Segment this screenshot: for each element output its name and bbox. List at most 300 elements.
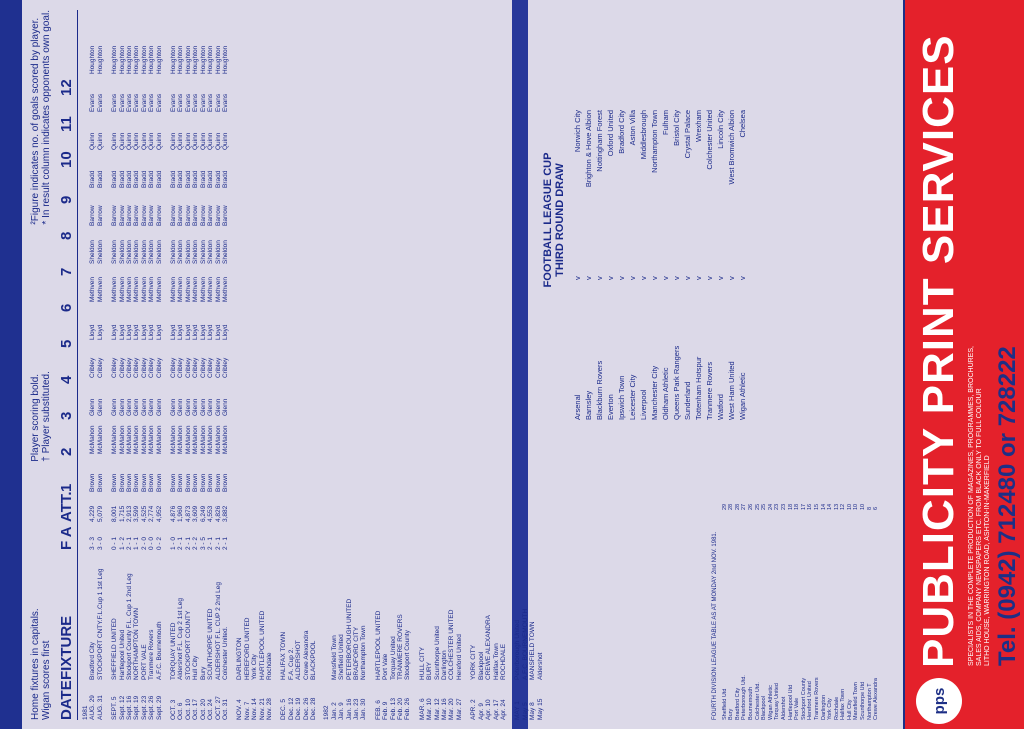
player-name: Methven	[148, 277, 156, 302]
fixture-date: Oct. 10	[184, 699, 192, 720]
player-name: Bradd	[221, 170, 229, 188]
fixture-date: Oct. 17	[192, 699, 200, 720]
player-name: Glenn	[192, 398, 200, 416]
fixture-attendance: 1,960	[177, 505, 185, 522]
cup-home: Watford	[716, 394, 725, 420]
player-name: Lloyd	[199, 324, 207, 340]
column-header: 2	[58, 447, 75, 456]
fixture-date: Dec. 28	[309, 697, 317, 720]
cup-tie	[616, 20, 627, 420]
fixture-name: PORT VALE	[140, 644, 148, 680]
player-name: Barrow	[148, 205, 156, 226]
note-own-goal: * In result column indicates opponents own goal.	[41, 10, 52, 225]
fixture-attendance	[303, 492, 310, 522]
fixture-row	[360, 10, 367, 720]
player-name: Sheldon	[148, 240, 156, 264]
fixture-name: Hull City	[192, 655, 200, 680]
player-name: Quinn	[140, 132, 148, 150]
player-name: McMahon	[118, 425, 126, 454]
player-name: Brown	[192, 473, 200, 492]
player-name: Sheldon	[199, 240, 207, 264]
player-name: Brown	[214, 473, 222, 492]
player-name: Methven	[170, 277, 178, 302]
league-points: 12	[840, 503, 847, 510]
fixture-name: Aldershot	[536, 652, 544, 680]
player-name: Quinn	[170, 132, 178, 150]
player-name: Lloyd	[96, 324, 104, 340]
fixture-score: 2 - 1	[221, 536, 229, 550]
fixture-score: 2 - 1	[207, 536, 215, 550]
player-name: Houghton	[96, 45, 104, 74]
fixtures-1982	[323, 10, 544, 720]
player-name: Brown	[207, 473, 215, 492]
player-name: Glenn	[214, 398, 222, 416]
player-name: Bradd	[111, 170, 119, 188]
fixture-score: 2 - 1	[184, 536, 192, 550]
fixture-name: A.F.C. BOURNEMOUTH	[521, 608, 529, 680]
fixture-date: Mar. 20	[448, 698, 456, 720]
cup-home: Liverpool	[639, 389, 648, 420]
player-name: McMahon	[140, 425, 148, 454]
fixture-date: MAY 1	[514, 701, 522, 720]
fixture-date: OCT. 27	[214, 696, 222, 720]
fixture-row	[185, 10, 192, 720]
player-name: Bradd	[192, 170, 200, 188]
player-name: Evans	[140, 93, 148, 112]
cup-vs: v	[683, 276, 692, 280]
player-name: Brown	[133, 473, 141, 492]
fixture-date: NOV. 4	[236, 699, 244, 720]
cup-tie	[583, 20, 594, 420]
fixture-row	[404, 10, 411, 720]
player-name: Quinn	[133, 132, 141, 150]
fixture-row	[310, 10, 317, 720]
league-row	[755, 420, 762, 720]
player-name: Bradd	[126, 170, 134, 188]
fixture-date: Sept. 16	[126, 695, 134, 720]
player-name: Glenn	[118, 398, 126, 416]
fixture-row	[331, 10, 338, 720]
league-points: 25	[754, 503, 761, 510]
fixture-name: HEREFORD UNITED	[243, 617, 251, 680]
league-row	[768, 420, 775, 720]
league-team: Aldershot	[780, 696, 787, 720]
column-header: 11	[58, 116, 75, 132]
player-name: Sheldon	[96, 240, 104, 264]
cup-tie	[704, 20, 715, 420]
fixture-row	[280, 10, 287, 720]
fixture-row	[522, 10, 529, 720]
player-name: Methven	[126, 277, 134, 302]
fixture-score: 3 - 3	[89, 536, 97, 550]
player-name: Methven	[192, 277, 200, 302]
fixture-attendance: 2,774	[148, 505, 156, 522]
spacer	[463, 10, 470, 720]
player-name: Bradd	[155, 170, 163, 188]
fixtures-1981	[82, 10, 317, 720]
advert-line3: LITHO HOUSE, WARRINGTON ROAD, ASHTON-IN-MAKERFIELD	[984, 455, 991, 666]
player-name: Methven	[221, 277, 229, 302]
league-row	[774, 420, 781, 720]
league-team: Hereford United	[807, 681, 814, 720]
fixture-name: Blackpool	[477, 651, 485, 680]
column-header: 5	[58, 339, 75, 348]
fixture-score	[236, 522, 243, 550]
fixture-score: 3 - 0	[96, 536, 104, 550]
fixture-date: Mar. 27	[455, 698, 463, 720]
advert	[910, 6, 1022, 724]
player-name: Cribley	[118, 357, 126, 378]
cup-away: Bradford City	[617, 110, 626, 154]
player-name: McMahon	[111, 425, 119, 454]
fixture-name: DARLINGTON	[236, 637, 244, 680]
player-name: Bradd	[177, 170, 185, 188]
fixture-row	[222, 10, 229, 720]
fixture-date: Mar. 10	[426, 698, 434, 720]
cup-vs: v	[694, 276, 703, 280]
league-team: Hull City	[846, 699, 853, 720]
player-name: Barrow	[133, 205, 141, 226]
fixture-date: Nov. 14	[251, 698, 259, 720]
player-name: Methven	[140, 277, 148, 302]
cup-away: Wrexham	[694, 110, 703, 142]
cup-home: West Ham United	[727, 361, 736, 420]
cup-vs: v	[650, 276, 659, 280]
fixture-row	[119, 10, 126, 720]
player-name: Lloyd	[155, 324, 163, 340]
player-name: Barrow	[170, 205, 178, 226]
player-name: Sheldon	[192, 240, 200, 264]
player-name: Sheldon	[170, 240, 178, 264]
fixture-score: 2 - 2	[192, 536, 200, 550]
fixture-date: Sept. 19	[133, 695, 141, 720]
fixture-date: May 8	[529, 702, 537, 720]
player-name: Quinn	[221, 132, 229, 150]
fixture-date: May 5	[521, 702, 529, 720]
fixture-row	[419, 10, 426, 720]
player-name: Brown	[118, 473, 126, 492]
fixture-date: Mar. 12	[433, 698, 441, 720]
cup-tie	[638, 20, 649, 420]
player-name: Bradd	[96, 170, 104, 188]
fixture-name: Rochdale	[265, 652, 273, 680]
fixture-name: SHEFFIELD UNITED	[111, 618, 119, 680]
fixture-row	[493, 10, 500, 720]
fixture-name: Hereford United	[455, 634, 463, 680]
player-name: Brown	[177, 473, 185, 492]
spacer	[507, 10, 514, 720]
fixture-attendance: 3,882	[221, 505, 229, 522]
player-name: Bradd	[199, 170, 207, 188]
fixture-name: Stockport County F.L. Cup 1 2nd Leg	[126, 573, 134, 680]
player-name: Brown	[96, 473, 104, 492]
player-name: Barrow	[207, 205, 215, 226]
player-name: Houghton	[118, 45, 126, 74]
note-goals: ²Figure indicates no. of goals scored by player.	[30, 17, 41, 225]
league-team: Peterborough Utd.	[741, 675, 748, 720]
fixture-attendance: 6,249	[199, 505, 207, 522]
fixture-score: 0 - 1	[111, 536, 119, 550]
player-name: Cribley	[96, 357, 104, 378]
player-name: Methven	[89, 277, 97, 302]
league-team: York City	[827, 698, 834, 720]
league-row	[735, 420, 742, 720]
column-header: 12	[58, 79, 75, 96]
fixture-name: ALDERSHOT F.L. CUP 2 2nd Leg	[214, 581, 222, 680]
fixture-name: Hartlepool United	[118, 629, 126, 680]
fixture-date: MAR. 6	[418, 698, 426, 720]
player-name: McMahon	[184, 425, 192, 454]
fixture-score	[310, 522, 317, 550]
fixture-date: Sept. 23	[140, 695, 148, 720]
league-row	[834, 420, 841, 720]
cup-away: Chelsea	[738, 110, 747, 138]
fixture-name: Northampton Town	[360, 625, 368, 680]
fixture-date: Feb. 13	[389, 697, 397, 720]
player-name: Evans	[184, 93, 192, 112]
fixture-attendance	[310, 492, 317, 522]
fixture-row	[236, 10, 243, 720]
player-name: Barrow	[199, 205, 207, 226]
player-name: McMahon	[214, 425, 222, 454]
column-header: FIXTURE	[58, 615, 75, 680]
player-name: Evans	[89, 93, 97, 112]
fixture-date: Mar. 16	[441, 698, 449, 720]
player-name: Brown	[111, 473, 119, 492]
player-name: Bradd	[184, 170, 192, 188]
fixture-row	[89, 10, 96, 720]
player-name: Lloyd	[118, 324, 126, 340]
player-name: Barrow	[214, 205, 222, 226]
league-points: 10	[853, 503, 860, 510]
fixture-name: BLACKPOOL	[309, 640, 317, 680]
fixture-row	[259, 10, 266, 720]
player-name: Barrow	[192, 205, 200, 226]
fixture-date: APR. 2	[470, 699, 478, 720]
league-row	[741, 420, 748, 720]
fixture-score: 2 - 1	[214, 536, 222, 550]
fixture-attendance	[251, 492, 258, 522]
fixture-date: Feb. 9	[382, 701, 390, 720]
fixture-name: PETERBOROUGH UNITED	[345, 598, 353, 680]
player-name: Lloyd	[133, 324, 141, 340]
cup-vs: v	[606, 276, 615, 280]
fixture-row	[514, 10, 521, 720]
fixture-row	[177, 10, 184, 720]
league-table-title: FOURTH DIVISION LEAGUE TABLE AS AT MONDAY 2nd NOV. 1981.	[712, 531, 718, 720]
player-name: Lloyd	[177, 324, 185, 340]
fixture-row	[500, 10, 507, 720]
player-name: Barrow	[221, 205, 229, 226]
fixture-date: Oct. 6	[177, 702, 185, 720]
cup-home: Sunderland	[683, 381, 692, 420]
note-home: Home fixtures in capitals.	[30, 608, 41, 720]
player-name: Lloyd	[126, 324, 134, 340]
cup-tie	[737, 20, 748, 420]
player-name: Brown	[184, 473, 192, 492]
player-name: Cribley	[126, 357, 134, 378]
fixture-name: Darlington	[441, 650, 449, 680]
column-header: 7	[58, 267, 75, 276]
league-team: Bury	[728, 708, 735, 720]
player-name: Evans	[207, 93, 215, 112]
league-team: Port Vale	[794, 697, 801, 720]
player-name: Barrow	[177, 205, 185, 226]
league-team: Hartlepool Utd	[787, 684, 794, 720]
fixture-date: Oct. 24	[207, 699, 215, 720]
left-edge-band	[0, 0, 22, 729]
cup-home: Queens Park Rangers	[672, 345, 681, 420]
player-name: Quinn	[89, 132, 97, 150]
fixture-attendance: 5,079	[96, 505, 104, 522]
fixture-row	[390, 10, 397, 720]
player-name: McMahon	[192, 425, 200, 454]
note-bold: Player scoring bold.	[30, 373, 41, 462]
cup-vs: v	[661, 276, 670, 280]
cup-home: Ipswich Town	[617, 375, 626, 420]
cup-home: Arsenal	[573, 394, 582, 420]
fixture-name: Halifax Town	[492, 643, 500, 680]
fixture-score	[259, 522, 266, 550]
fixture-score	[288, 522, 295, 550]
player-name: Cribley	[170, 357, 178, 378]
league-row	[728, 420, 735, 720]
league-row	[761, 420, 768, 720]
league-row	[853, 420, 860, 720]
player-name: Quinn	[96, 132, 104, 150]
fixture-date: SEPT. 5	[111, 696, 119, 720]
fixture-date: Feb. 26	[404, 697, 412, 720]
player-name: Lloyd	[192, 324, 200, 340]
player-name: Bradd	[170, 170, 178, 188]
fixture-score: 0 - 0	[148, 536, 156, 550]
league-points: 15	[813, 503, 820, 510]
player-name: Bradd	[118, 170, 126, 188]
cup-tie	[649, 20, 660, 420]
fixture-row	[346, 10, 353, 720]
player-name: Cribley	[192, 357, 200, 378]
league-row	[840, 420, 847, 720]
fixture-date: Sept. 26	[148, 695, 156, 720]
player-name: Bradd	[214, 170, 222, 188]
player-name: Evans	[199, 93, 207, 112]
year-label: 1981	[82, 705, 89, 720]
fixture-name: Bradford City	[89, 642, 97, 680]
column-header: DATE	[58, 680, 75, 720]
fixture-score	[303, 522, 310, 550]
fixture-date: Nov. 7	[243, 701, 251, 720]
pps-logo-icon: pps	[916, 678, 962, 724]
cup-home: Oldham Athletic	[661, 367, 670, 420]
fixture-date: Jan. 16	[345, 698, 353, 720]
fixture-score: 2 - 0	[140, 536, 148, 550]
player-name: Glenn	[207, 398, 215, 416]
fixture-row	[303, 10, 310, 720]
cup-tie	[627, 20, 638, 420]
player-name: Lloyd	[111, 324, 119, 340]
fixture-attendance: 4,229	[89, 505, 97, 522]
league-points: 6	[873, 506, 880, 510]
cup-tie	[572, 20, 583, 420]
player-name: Lloyd	[221, 324, 229, 340]
fixture-name: HARTLEPOOL UNITED	[258, 610, 266, 680]
league-points: 17	[800, 503, 807, 510]
cup-vs: v	[639, 276, 648, 280]
player-name: Houghton	[111, 45, 119, 74]
cup-tie	[682, 20, 693, 420]
player-name: Cribley	[184, 357, 192, 378]
cup-tie	[660, 20, 671, 420]
fixture-row	[478, 10, 485, 720]
fixture-row	[244, 10, 251, 720]
player-name: Houghton	[155, 45, 163, 74]
column-header: 3	[58, 411, 75, 420]
league-team: Colchester Utd.	[754, 682, 761, 720]
player-name: Evans	[111, 93, 119, 112]
player-name: Houghton	[207, 45, 215, 74]
player-name: McMahon	[126, 425, 134, 454]
player-name: McMahon	[221, 425, 229, 454]
fixture-name: YORK CITY	[470, 644, 478, 680]
league-team: Northampton T	[866, 683, 873, 720]
league-team: Wigan Athletic	[767, 685, 774, 720]
fixture-name: ALDERSHOT	[295, 640, 303, 680]
fixture-date: Sept. 29	[155, 695, 163, 720]
fixture-score	[266, 522, 273, 550]
fixture-score: 3 - 5	[199, 536, 207, 550]
fixture-name: BRADFORD CITY	[353, 626, 360, 680]
cup-away: Oxford United	[606, 110, 615, 157]
player-name: Methven	[118, 277, 126, 302]
league-team: Blackpool	[761, 696, 768, 720]
cup-title: FOOTBALL LEAGUE CUP	[542, 152, 554, 288]
league-row	[788, 420, 795, 720]
player-name: McMahon	[148, 425, 156, 454]
fixture-attendance	[266, 492, 273, 522]
league-points: 14	[820, 503, 827, 510]
column-header: 9	[58, 195, 75, 204]
player-name: Evans	[221, 93, 229, 112]
league-row	[794, 420, 801, 720]
column-header: F A	[58, 526, 75, 550]
fixture-name: MANSFIELD TOWN	[529, 621, 537, 680]
league-table	[532, 420, 880, 720]
player-name: Houghton	[148, 45, 156, 74]
league-points: 26	[747, 503, 754, 510]
fixture-row	[295, 10, 302, 720]
cup-home: Leicester City	[628, 374, 637, 420]
fixture-name: Aldershot F.L. Cup 2 1st Leg	[177, 597, 185, 680]
fixture-date: Apr. 9	[477, 703, 485, 720]
league-points: 29	[721, 503, 728, 510]
column-header: 8	[58, 231, 75, 240]
fixture-attendance	[288, 492, 295, 522]
player-name: Quinn	[111, 132, 119, 150]
player-name: Evans	[177, 93, 185, 112]
player-name: Lloyd	[214, 324, 222, 340]
cup-vs: v	[716, 276, 725, 280]
spacer	[368, 10, 375, 720]
player-name: Cribley	[89, 357, 97, 378]
cup-away: West Bromwich Albion	[727, 110, 736, 185]
league-points: 8	[866, 506, 873, 510]
player-name: Lloyd	[148, 324, 156, 340]
player-name: Sheldon	[207, 240, 215, 264]
fixture-row	[156, 10, 163, 720]
player-name: Lloyd	[207, 324, 215, 340]
cup-home: Blackburn Rovers	[595, 360, 604, 420]
league-points: 10	[846, 503, 853, 510]
